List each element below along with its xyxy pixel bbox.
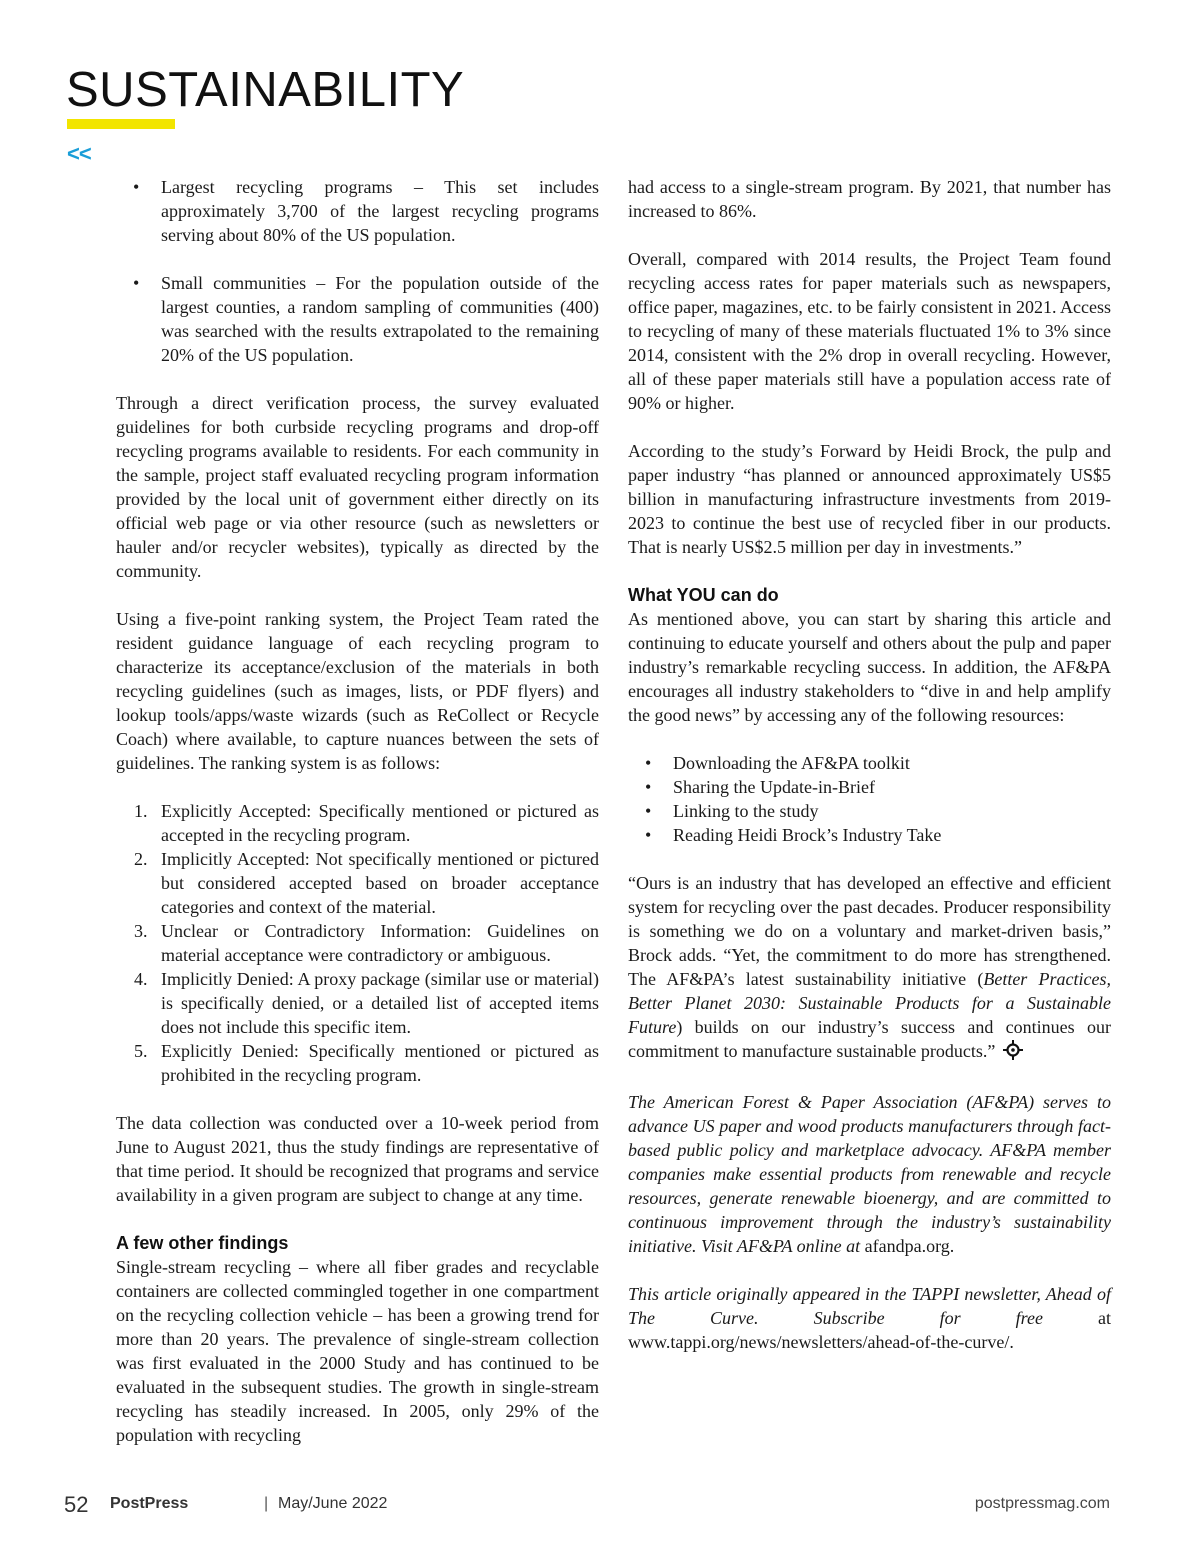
tappi-text: This article originally appeared in the TAPPI newsletter, Ahead of The Curve. Subscribe for free	[628, 1284, 1111, 1328]
ranking-number: 1.	[134, 801, 148, 821]
ranking-text: Explicitly Denied: Specifically mentioned or pictured as prohibited in the recycling program.	[161, 1041, 599, 1085]
initiative-title: Better Practices, Better Planet 2030: Sustainable Products for a Sustainable Future	[628, 969, 1111, 1037]
paragraph-about-afpa	[628, 1090, 1111, 1258]
paragraph-mentioned: As mentioned above, you can start by sharing this article and continuing to educate yourself and others about the pulp and paper industry’s remarkable recycling success. In addition, the AF&PA encourages all industry stakeholders to “dive in and help amplify the good news” by accessing any of the following resources:	[628, 609, 1111, 725]
ranking-number: 4.	[134, 969, 148, 989]
end-mark-icon	[1003, 1040, 1023, 1066]
quote-text: “Ours is an industry that has developed an effective and efficient system for recycling over the past decades. Producer responsibility is something we do on a voluntary and market-driven basis,” Brock adds. “Yet, the commitment to do more has strengthened. The AF&PA’s latest sustainability initiative (	[628, 873, 1111, 989]
issue-date: May/June 2022	[278, 1495, 388, 1512]
ranking-item	[116, 847, 599, 919]
resource-link[interactable]: • Downloading the AF&PA toolkit	[628, 751, 1111, 775]
list-item: • Largest recycling programs – This set includes approximately 3,700 of the largest recycling programs serving about 80% of the US population.	[116, 175, 599, 247]
ranking-item	[116, 967, 599, 1039]
about-text: The American Forest & Paper Association (AF&PA) serves to advance US paper and wood products manufacturers through fact-based public policy and marketplace advocacy. AF&PA member companies make essential products from renewable and recycle resources, generate renewable bioenergy, and are committed to continuous improvement through the industry’s sustainability initiative. Visit AF&PA online at	[628, 1092, 1111, 1256]
paragraph-overall: Overall, compared with 2014 results, the Project Team found recycling access rates for paper materials such as newspapers, office paper, magazines, etc. to be fairly consistent in 2021. Access to recycling of many of these materials fluctuated 1% to 3% since 2014, consistent with the 2% drop in overall recycling. However, all of these paper materials still have a population access rate of 90% or higher.	[628, 249, 1111, 413]
page-number: 52	[64, 1492, 89, 1517]
left-column	[116, 175, 599, 1471]
section-title: SUSTAINABILITY	[66, 63, 465, 117]
afandpa-link[interactable]: afandpa.org.	[860, 1236, 955, 1256]
paragraph-tappi	[628, 1282, 1111, 1354]
resources-list	[628, 751, 1111, 847]
ranking-number: 5.	[134, 1041, 148, 1061]
paragraph-quote	[628, 871, 1111, 1066]
paragraph-single-stream: Single-stream recycling – where all fiber grades and recyclable containers are collected commingled together in one compartment on the recycling collection vehicle – has been a growing trend for more than 20 years. The prevalence of single-stream collection was first evaluated in the 2000 Study and has continued to be evaluated in the subsequent studies. The growth in single-stream recycling has steadily increased. In 2005, only 29% of the population with recycling	[116, 1257, 599, 1445]
ranking-item	[116, 799, 599, 847]
paragraph-ranking: Using a five-point ranking system, the Project Team rated the resident guidance language of each recycling program to characterize its acceptance/exclusion of the materials in both recycling guidelines (such as images, lists, or PDF flyers) and lookup tools/apps/waste wizards (such as ReCollect or Recycle Coach) where available, to capture nuances between the sets of guidelines. The ranking system is as follows:	[116, 609, 599, 773]
paragraph-forward: According to the study’s Forward by Heidi Brock, the pulp and paper industry “has planned or announced approximately US$5 billion in manufacturing infrastructure investments from 2019-2023 to continue the best use of recycled fiber in our products. That is nearly US$2.5 million per day in investments.”	[628, 441, 1111, 557]
ranking-list	[116, 799, 599, 1087]
ranking-number: 2.	[134, 849, 148, 869]
intro-bullet-list	[116, 175, 599, 367]
section-title-underline	[67, 119, 175, 129]
heading-what-you-can-do: What YOU can do	[628, 585, 779, 605]
right-column	[628, 175, 1111, 1378]
ranking-text: Unclear or Contradictory Information: Guidelines on material acceptance were contradictory or ambiguous.	[161, 921, 599, 965]
magazine-name: PostPress	[110, 1495, 189, 1512]
resource-link[interactable]: • Linking to the study	[628, 799, 1111, 823]
quote-text: ) builds on our industry’s success and continues our commitment to manufacture sustainable products.”	[628, 1017, 1111, 1061]
paragraph-collection: The data collection was conducted over a 10-week period from June to August 2021, thus the study findings are representative of that time period. It should be recognized that programs and service availability in a given program are subject to change at any time.	[116, 1113, 599, 1205]
paragraph-verification: Through a direct verification process, the survey evaluated guidelines for both curbside recycling programs and drop-off recycling programs available to residents. For each community in the sample, project staff evaluated recycling program information provided by the local unit of government either directly on its official web page or via other resource (such as newsletters or hauler and/or recycler websites), typically as directed by the community.	[116, 393, 599, 581]
page-footer	[64, 1492, 1110, 1522]
ranking-item	[116, 1039, 599, 1087]
website-link[interactable]: postpressmag.com	[974, 1495, 1110, 1512]
ranking-number: 3.	[134, 921, 148, 941]
back-link[interactable]: <<	[67, 141, 91, 166]
tappi-link[interactable]: at www.tappi.org/news/newsletters/ahead-of-the-curve/.	[628, 1308, 1111, 1352]
ranking-item	[116, 919, 599, 967]
footer-separator: |	[264, 1495, 269, 1512]
paragraph-continued: had access to a single-stream program. By 2021, that number has increased to 86%.	[628, 177, 1111, 221]
resource-link[interactable]: • Reading Heidi Brock’s Industry Take	[628, 823, 1111, 847]
list-item: • Small communities – For the population outside of the largest counties, a random sampling of communities (400) was searched with the results extrapolated to the remaining 20% of the US population.	[116, 271, 599, 367]
ranking-text: Implicitly Denied: A proxy package (similar use or material) is specifically denied, or a detailed list of accepted items does not include this specific item.	[161, 969, 599, 1037]
resource-link[interactable]: • Sharing the Update-in-Brief	[628, 775, 1111, 799]
heading-findings: A few other findings	[116, 1233, 289, 1253]
ranking-text: Explicitly Accepted: Specifically mentioned or pictured as accepted in the recycling program.	[161, 801, 599, 845]
ranking-text: Implicitly Accepted: Not specifically mentioned or pictured but considered accepted based on broader acceptance categories and context of the material.	[161, 849, 599, 917]
